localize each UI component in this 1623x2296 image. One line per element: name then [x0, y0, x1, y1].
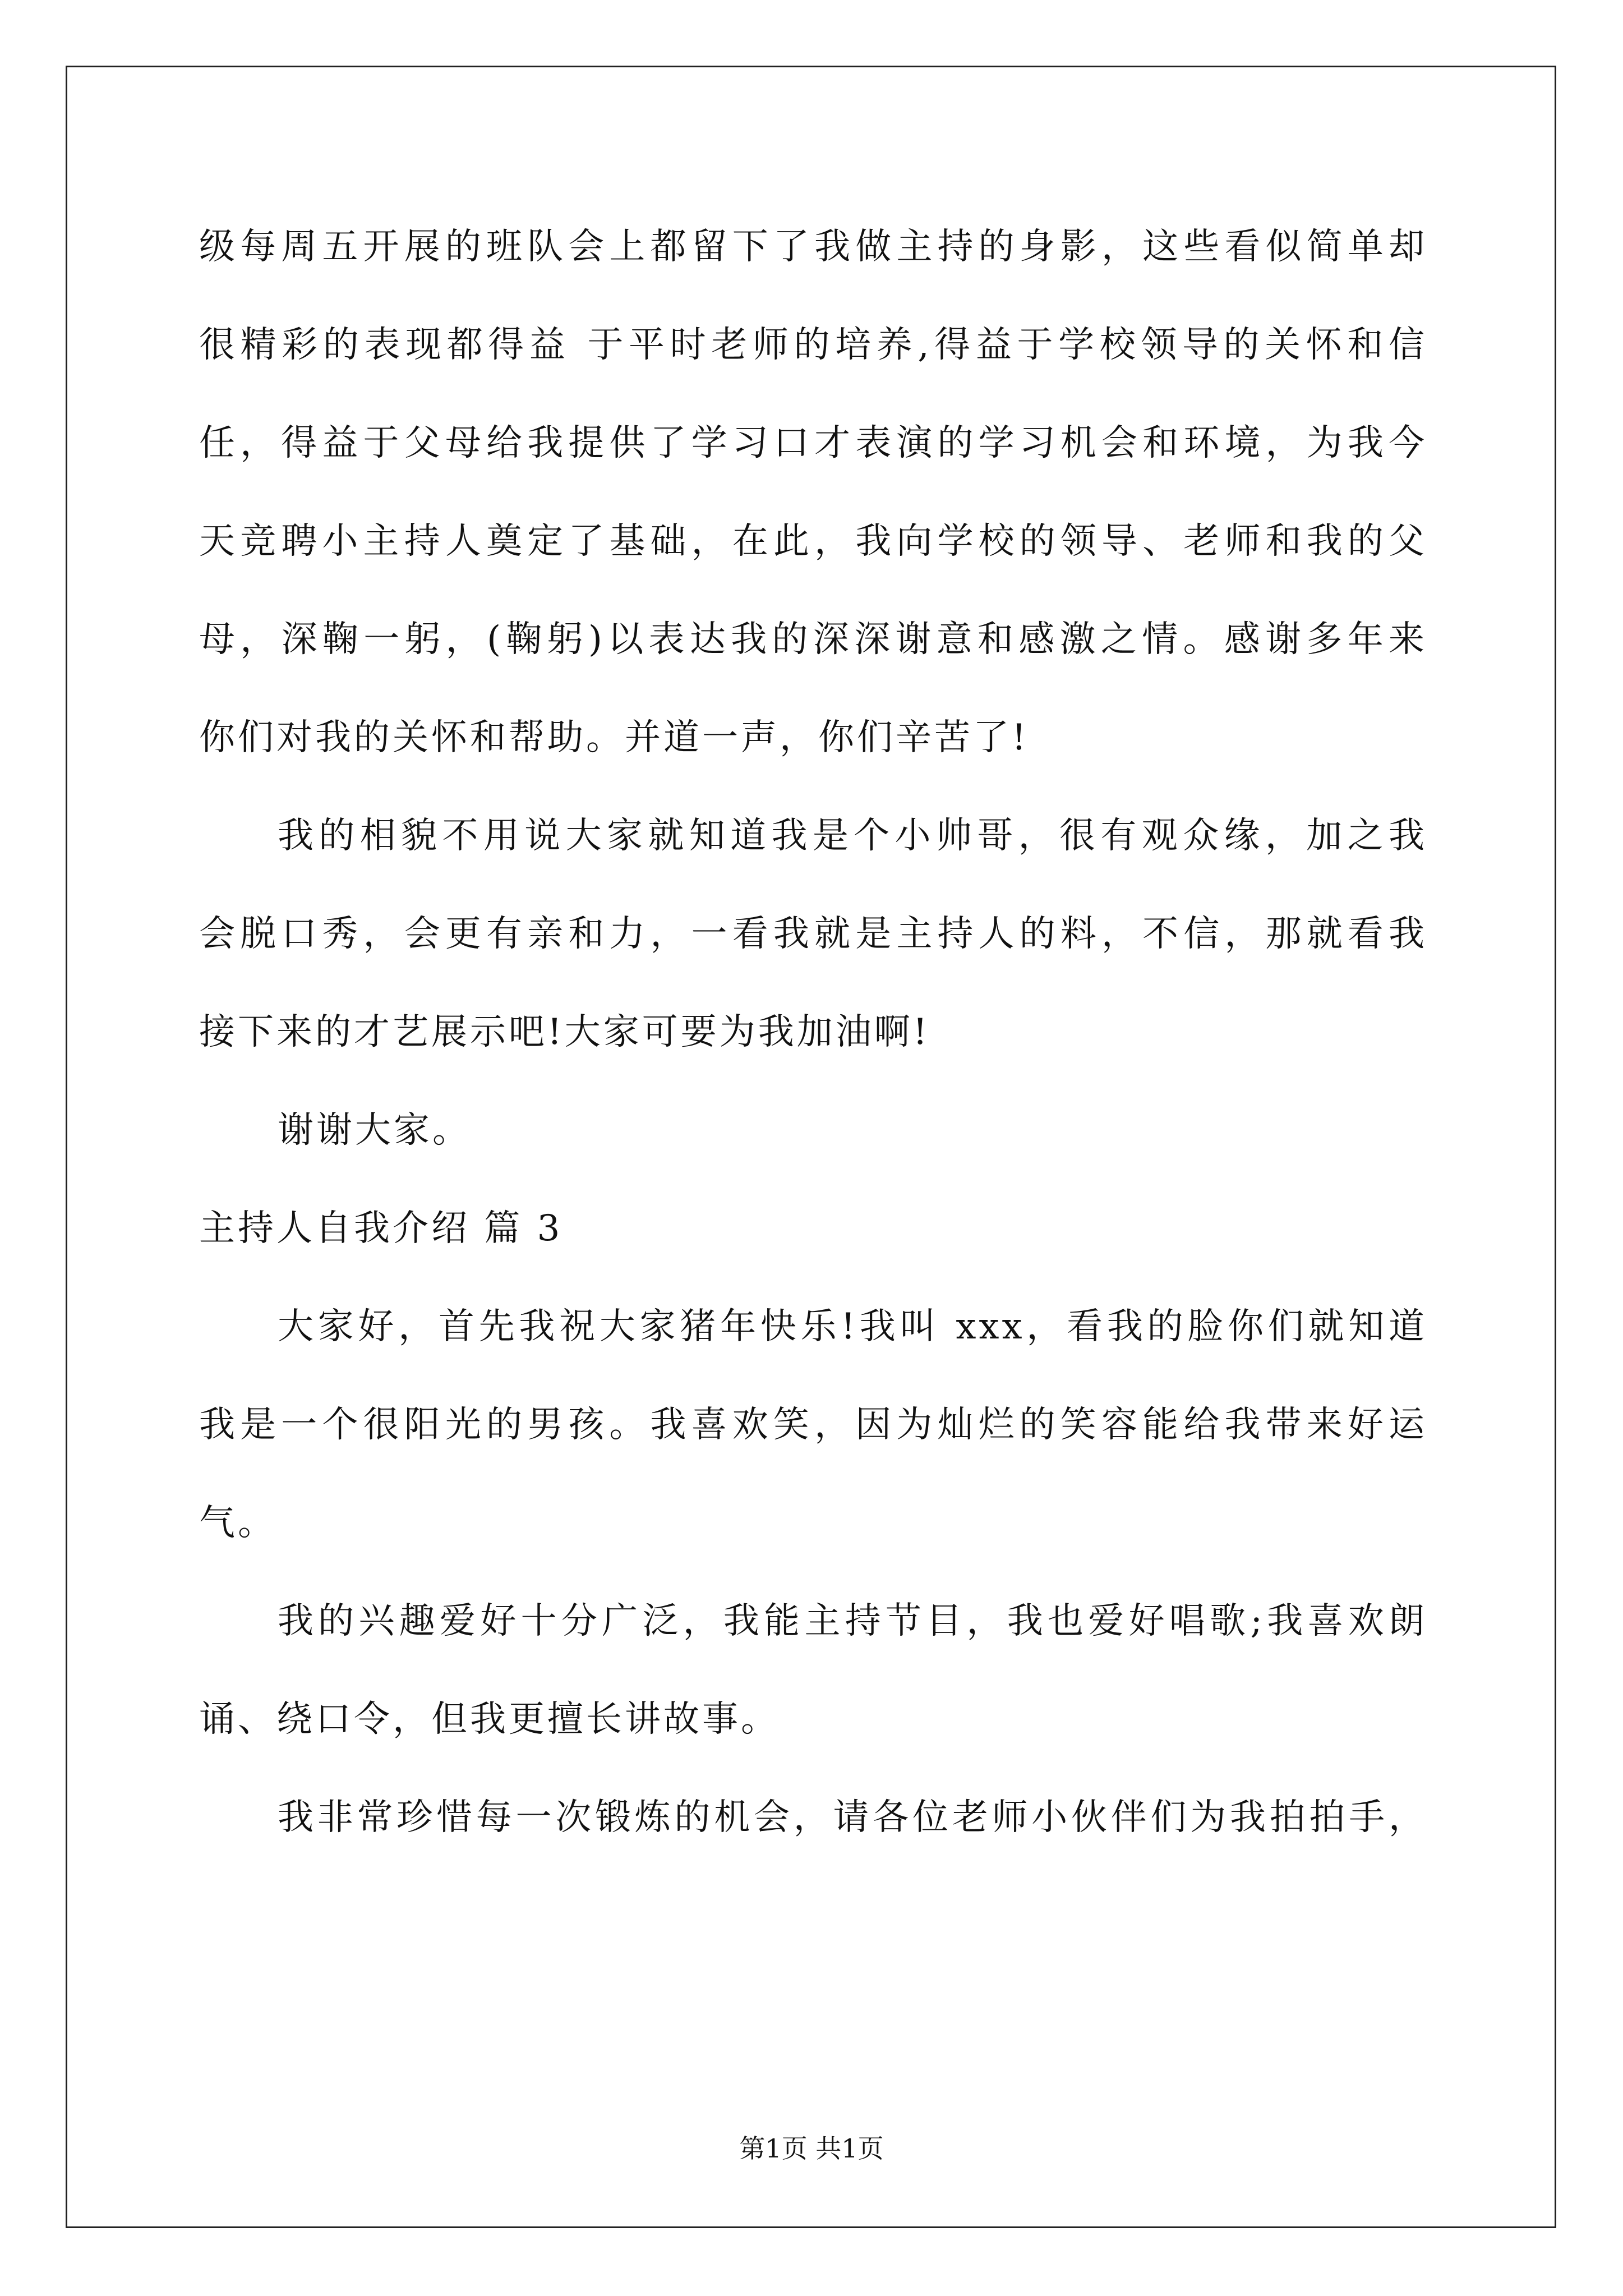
text-line: 我的兴趣爱好十分广泛，我能主持节目，我也爱好唱歌;我喜欢朗 — [278, 1600, 1427, 1642]
text-line: 谢谢大家。 — [278, 1110, 471, 1151]
page-number: 第1页 共1页 — [739, 2133, 884, 2164]
text-line: 任，得益于父母给我提供了学习口才表演的学习机会和环境，为我今 — [199, 422, 1427, 464]
text-line: 诵、绕口令，但我更擅长讲故事。 — [199, 1699, 780, 1740]
text-line: 会脱口秀，会更有亲和力，一看我就是主持人的料，不信，那就看我 — [199, 913, 1427, 955]
text-line: 天竞聘小主持人奠定了基础，在此，我向学校的领导、老师和我的父 — [199, 521, 1427, 562]
text-line: 接下来的才艺展示吧!大家可要为我加油啊! — [199, 1011, 930, 1053]
section-heading: 主持人自我介绍 篇 3 — [199, 1208, 563, 1249]
text-line: 你们对我的关怀和帮助。并道一声，你们辛苦了! — [199, 717, 1029, 758]
text-line: 我的相貌不用说大家就知道我是个小帅哥，很有观众缘，加之我 — [278, 815, 1427, 857]
text-line: 气。 — [199, 1502, 276, 1544]
text-line: 级每周五开展的班队会上都留下了我做主持的身影，这些看似简单却 — [199, 226, 1427, 268]
text-line: 很精彩的表现都得益 于平时老师的培养,得益于学校领导的关怀和信 — [199, 324, 1427, 366]
text-line: 我是一个很阳光的男孩。我喜欢笑，因为灿烂的笑容能给我带来好运 — [199, 1404, 1427, 1446]
text-line: 母，深鞠一躬，(鞠躬)以表达我的深深谢意和感激之情。感谢多年来 — [199, 619, 1427, 660]
text-line: 大家好，首先我祝大家猪年快乐!我叫 xxx，看我的脸你们就知道 — [278, 1306, 1427, 1347]
text-line: 我非常珍惜每一次锻炼的机会，请各位老师小伙伴们为我拍拍手， — [278, 1797, 1427, 1838]
